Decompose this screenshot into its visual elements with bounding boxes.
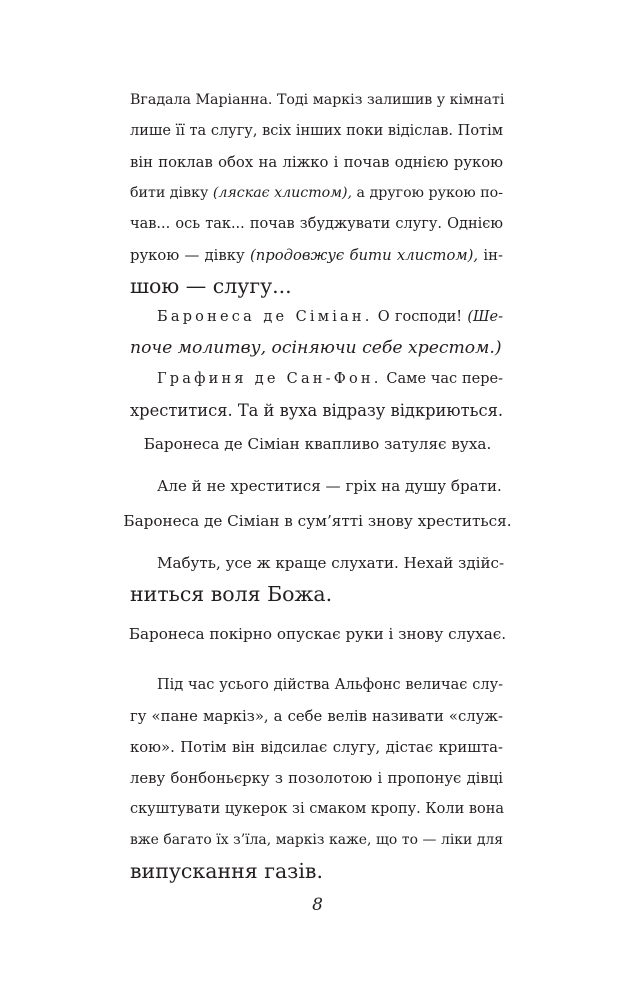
para1-line-6 bbox=[130, 243, 503, 269]
text: ін- bbox=[478, 247, 503, 264]
stage-direction-inline: (продовжує бити хлистом), bbox=[249, 247, 479, 264]
continue-2-line-2: ниться воля Божа. bbox=[130, 582, 333, 606]
stage-direction-2: Баронеса де Сіміан в сум’ятті знову хреститься. bbox=[123, 512, 512, 530]
stage-direction-inline: (ляскає хлистом), bbox=[212, 185, 353, 201]
stage-direction-inline: поче молитву, осіняючи себе хрестом.) bbox=[130, 338, 502, 358]
stage-direction-1: Баронеса де Сіміан квапливо затуляє вуха. bbox=[143, 435, 492, 453]
para1-line-2: лише її та слугу, всіх інших поки відіслав. Потім bbox=[130, 123, 503, 139]
speech-1-line-2 bbox=[130, 336, 503, 362]
speech-2-line-1 bbox=[157, 367, 503, 393]
speech-text: О господи! bbox=[372, 309, 468, 325]
text: а другою рукою по- bbox=[352, 185, 504, 201]
stage-direction-inline: (Ше- bbox=[467, 309, 504, 325]
para1-line-3: він поклав обох на ліжко і почав однією рукою bbox=[130, 154, 503, 171]
para2-line-6: вже багато їх з’їла, маркіз каже, що то — ліки для bbox=[130, 832, 503, 848]
continue-2-line-1: Мабуть, усе ж краще слухати. Нехай здійс- bbox=[157, 554, 505, 572]
stage-direction-3: Баронеса покірно опускає руки і знову слухає. bbox=[128, 625, 507, 643]
para2-line-1: Під час усього дійства Альфонс величає слу- bbox=[157, 677, 503, 693]
para1-line-1: Вгадала Маріанна. Тоді маркіз залишив у кімнаті bbox=[130, 92, 505, 108]
para1-line-7: шою — слугу... bbox=[130, 274, 292, 298]
para2-line-5: скуштувати цукерок зі смаком кропу. Коли вона bbox=[130, 801, 505, 817]
page-number: 8 bbox=[312, 895, 323, 915]
speaker-name: Баронеса де Сіміан. bbox=[157, 309, 373, 325]
speaker-name: Графиня де Сан-Фон. bbox=[157, 371, 382, 387]
para2-line-2: гу «пане маркіз», а себе велів називати «служ- bbox=[130, 708, 503, 725]
para1-line-5: чав... ось так... почав збуджувати слугу. Однією bbox=[130, 216, 503, 232]
para2-line-3: кою». Потім він відсилає слугу, дістає кришта- bbox=[130, 739, 503, 756]
speech-1-line-1 bbox=[157, 305, 503, 331]
continue-line-1: Але й не хреститися — гріх на душу брати. bbox=[157, 477, 502, 495]
para1-line-4 bbox=[130, 181, 503, 207]
text: рукою — дівку bbox=[130, 247, 250, 264]
speech-2-line-2: хреститися. Та й вуха відразу відкриються. bbox=[130, 401, 504, 420]
para2-line-7: випускання газів. bbox=[130, 859, 323, 883]
text: бити дівку bbox=[130, 185, 213, 201]
para2-line-4: леву бонбоньєрку з позолотою і пропонує дівці bbox=[130, 770, 503, 787]
speech-text: Саме час пере- bbox=[381, 371, 503, 387]
